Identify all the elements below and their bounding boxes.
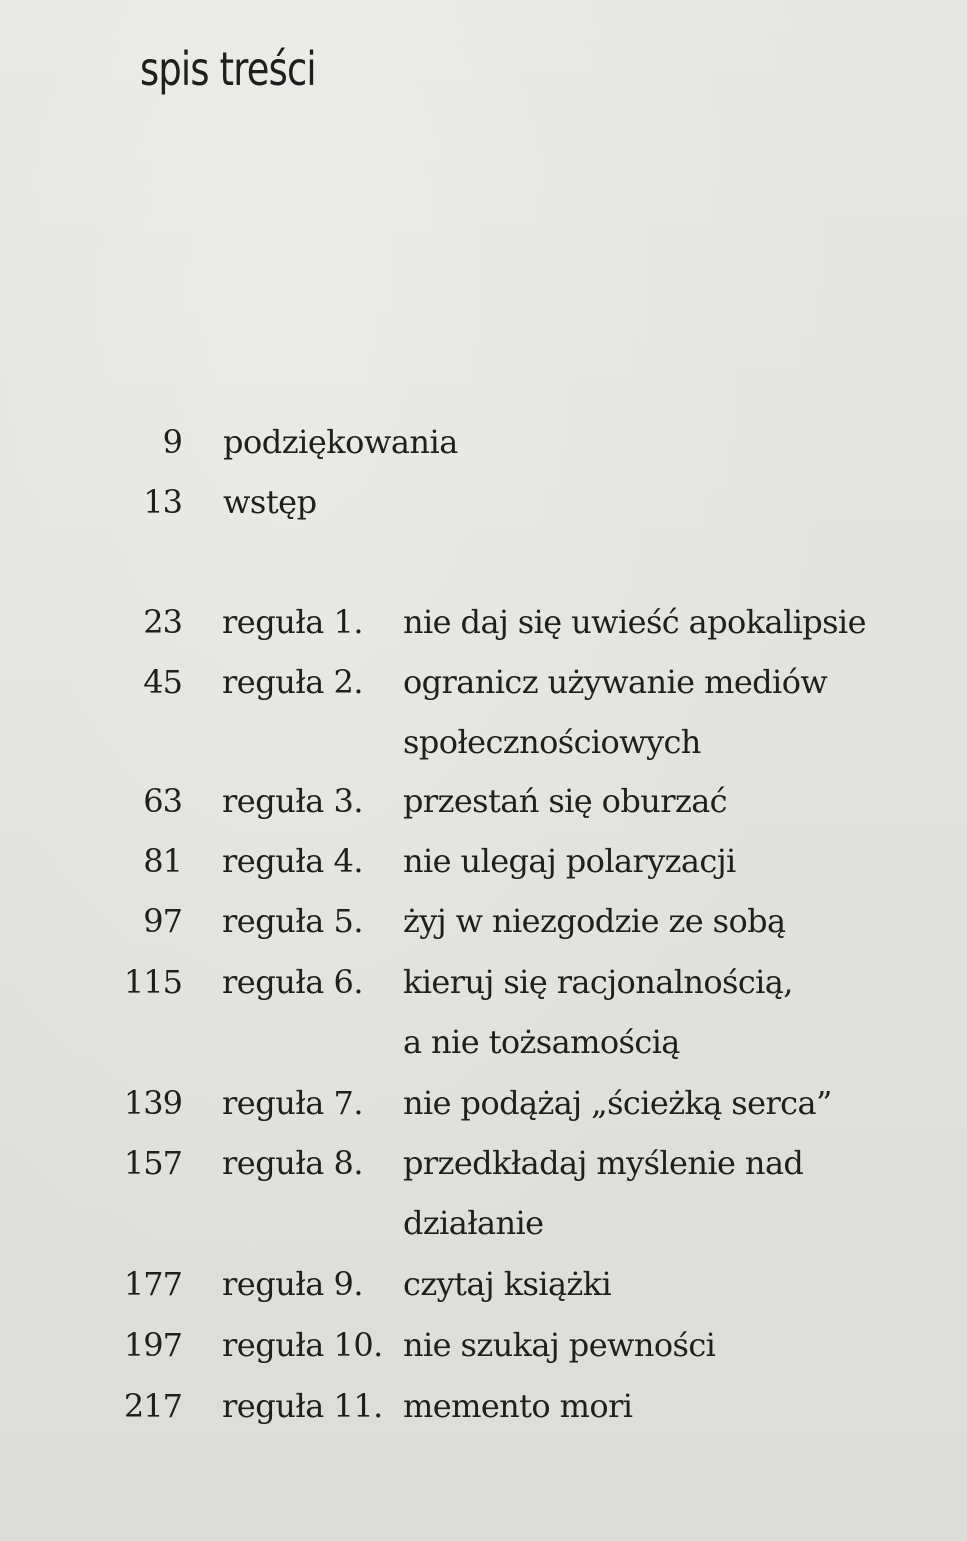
toc-page-number: 217 — [123, 1387, 182, 1425]
toc-rule-label: reguła 10. — [222, 1326, 383, 1364]
toc-page-number: 9 — [162, 423, 182, 461]
toc-entry-rule-3 — [0, 779, 967, 823]
toc-entry-introduction — [0, 480, 967, 524]
toc-entry-title: podziękowania — [223, 423, 458, 461]
toc-page-number: 23 — [143, 603, 182, 641]
toc-rule-label: reguła 7. — [222, 1084, 363, 1122]
toc-entry-rule-2 — [0, 660, 967, 761]
toc-rule-title — [403, 1323, 943, 1383]
toc-rule-title-line: a nie tożsamością — [403, 1023, 680, 1061]
toc-rule-title — [403, 1081, 943, 1141]
toc-page-number: 139 — [123, 1084, 182, 1122]
toc-rule-label: reguła 2. — [222, 663, 363, 701]
toc-rule-title-line: kieruj się racjonalnością, — [403, 963, 793, 1001]
toc-page-number: 157 — [123, 1144, 182, 1182]
toc-rule-label: reguła 9. — [222, 1265, 363, 1303]
toc-rule-title — [403, 1141, 943, 1261]
toc-rule-title-line: przestań się oburzać — [403, 782, 728, 820]
toc-rule-title-line: działanie — [403, 1204, 544, 1242]
toc-rule-title — [403, 779, 943, 839]
toc-rule-title — [403, 660, 943, 780]
toc-rule-title — [403, 600, 943, 660]
toc-entry-title: wstęp — [223, 483, 317, 521]
toc-rule-title-line: przedkładaj myślenie nad — [403, 1144, 804, 1182]
toc-entry-rule-6 — [0, 960, 967, 1061]
toc-entry-rule-1 — [0, 600, 967, 644]
toc-rule-title-line: żyj w niezgodzie ze sobą — [403, 902, 786, 940]
toc-entry-rule-5 — [0, 899, 967, 943]
toc-rule-title-line: memento mori — [403, 1387, 633, 1425]
toc-rule-label: reguła 11. — [222, 1387, 383, 1425]
toc-rule-label: reguła 8. — [222, 1144, 363, 1182]
toc-rule-title-line: społecznościowych — [403, 723, 701, 761]
toc-entry-rule-9 — [0, 1262, 967, 1306]
toc-rule-title — [403, 1384, 943, 1444]
toc-page-number: 177 — [123, 1265, 182, 1303]
toc-page-number: 63 — [143, 782, 182, 820]
toc-page-number: 115 — [123, 963, 182, 1001]
toc-page-number: 97 — [143, 902, 182, 940]
toc-entry-rule-7 — [0, 1081, 967, 1125]
toc-rule-title-line: nie podążaj „ścieżką serca” — [403, 1084, 832, 1122]
toc-rule-label: reguła 3. — [222, 782, 363, 820]
toc-entry-rule-11 — [0, 1384, 967, 1428]
toc-rule-title-line: czytaj książki — [403, 1265, 612, 1303]
toc-rule-title-line: ogranicz używanie mediów — [403, 663, 828, 701]
toc-page-number: 197 — [123, 1326, 182, 1364]
toc-rule-title — [403, 899, 943, 959]
toc-page-number: 45 — [143, 663, 182, 701]
toc-entry-acknowledgements — [0, 420, 967, 464]
toc-entry-rule-4 — [0, 839, 967, 883]
toc-rule-title — [403, 839, 943, 899]
toc-page-number: 81 — [143, 842, 182, 880]
toc-rule-title — [403, 1262, 943, 1322]
toc-rule-label: reguła 6. — [222, 963, 363, 1001]
toc-rule-label: reguła 1. — [222, 603, 363, 641]
toc-entry-rule-8 — [0, 1141, 967, 1242]
page-title: spis treści — [140, 42, 316, 96]
toc-rule-title-line: nie szukaj pewności — [403, 1326, 716, 1364]
toc-rule-title-line: nie daj się uwieść apokalipsie — [403, 603, 866, 641]
toc-entry-rule-10 — [0, 1323, 967, 1367]
toc-rule-title-line: nie ulegaj polaryzacji — [403, 842, 736, 880]
toc-rule-title — [403, 960, 943, 1080]
toc-rule-label: reguła 5. — [222, 902, 363, 940]
toc-page-number: 13 — [143, 483, 182, 521]
toc-rule-label: reguła 4. — [222, 842, 363, 880]
